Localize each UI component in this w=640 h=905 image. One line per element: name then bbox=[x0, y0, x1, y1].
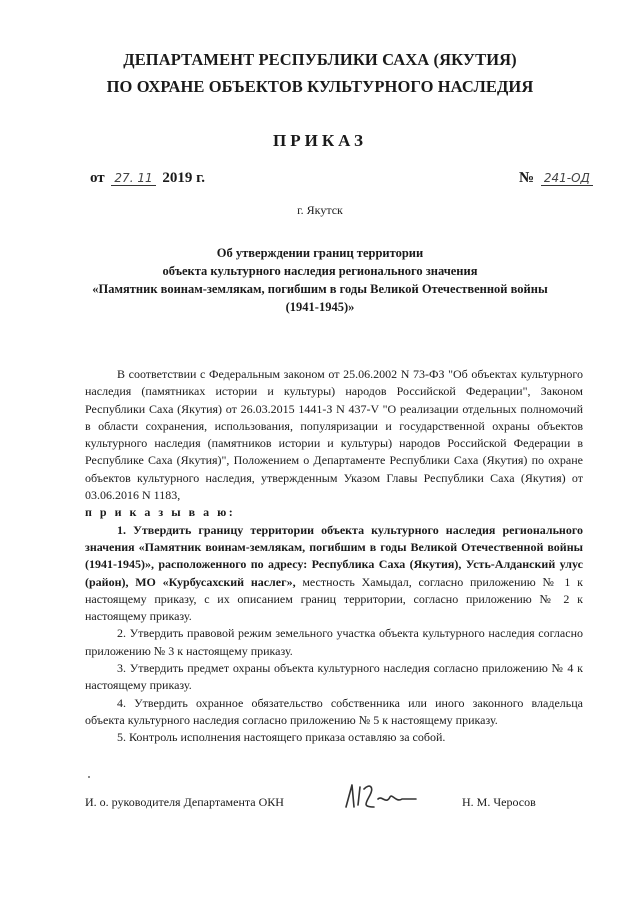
item-3: 3. Утвердить предмет охраны объекта культурного наследия согласно приложению № 4 к настоящему приказу. bbox=[85, 661, 583, 693]
order-body bbox=[85, 366, 583, 747]
number-handwritten: 241-ОД bbox=[541, 171, 593, 186]
date-suffix: 2019 г. bbox=[162, 170, 205, 186]
item-5: 5. Контроль исполнения настоящего приказа оставляю за собой. bbox=[117, 730, 446, 745]
order-date bbox=[90, 170, 205, 187]
subject-line3: «Памятник воинам-землякам, погибшим в годы Великой Отечественной войны bbox=[92, 282, 548, 296]
item-4: 4. Утвердить охранное обязательство собственника или иного законного владельца объекта культурного наследия согласно приложению № 5 к настоящему приказу. bbox=[85, 695, 583, 727]
document-title: ПРИКАЗ bbox=[273, 131, 367, 150]
department-name-line2: ПО ОХРАНЕ ОБЪЕКТОВ КУЛЬТУРНОГО НАСЛЕДИЯ bbox=[106, 77, 534, 96]
date-prefix: от bbox=[90, 170, 105, 186]
subject-line2: объекта культурного наследия регионального значения bbox=[162, 264, 478, 278]
number-prefix: № bbox=[519, 170, 535, 186]
order-word: п р и к а з ы в а ю: bbox=[85, 505, 236, 520]
preamble-paragraph: В соответствии с Федеральным законом от 25.06.2002 N 73-ФЗ "Об объектах культурного наследия (памятниках истории и культуры) народов Российской Федерации", Законом Республики Саха (Якутия) от 26.03.2015 1441-З N 437-V "О реализации отдельных полномочий в области сохранения, использования, популяризации и государственной охраны объектов культурного наследия (памятников истории и культуры) народов Российской Федерации в Республике Саха (Якутия)", Положением о Департаменте Республики Саха (Якутия) по охране объектов культурного наследия, утвержденным Указом Главы Республики Саха (Якутия) от 03.06.2016 N 1183, bbox=[85, 367, 583, 503]
date-handwritten: 27. 11 bbox=[111, 171, 155, 186]
stray-mark bbox=[88, 776, 90, 778]
handwritten-signature bbox=[336, 777, 436, 817]
item-1-bold: 1. Утвердить границу территории объекта культурного наследия регионального значения «Памятник воинам-землякам, погибшим в годы Великой Отечественной войны (1941-1945)», расположенного по адресу: Республика Саха (Якутия), Усть-Алданский улус (район), МО «Курбусахский наслег», bbox=[85, 522, 583, 589]
order-number bbox=[519, 170, 596, 187]
signatory-position: И. о. руководителя Департамента ОКН bbox=[85, 795, 284, 809]
subject-line4: (1941-1945)» bbox=[285, 300, 355, 314]
signatory-name: Н. М. Черосов bbox=[462, 795, 536, 809]
department-name-line1: ДЕПАРТАМЕНТ РЕСПУБЛИКИ САХА (ЯКУТИЯ) bbox=[123, 50, 517, 69]
subject-line1: Об утверждении границ территории bbox=[216, 246, 424, 260]
item-1 bbox=[85, 522, 583, 626]
item-1-rest: местность Хамыдал, согласно приложению № 1 к настоящему приказу, с их описанием границ территории, согласно приложению № 2 к настоящему приказу. bbox=[85, 574, 583, 624]
city-line: г. Якутск bbox=[297, 203, 343, 217]
item-2: 2. Утвердить правовой режим земельного участка объекта культурного наследия согласно приложению № 3 к настоящему приказу. bbox=[85, 626, 583, 658]
